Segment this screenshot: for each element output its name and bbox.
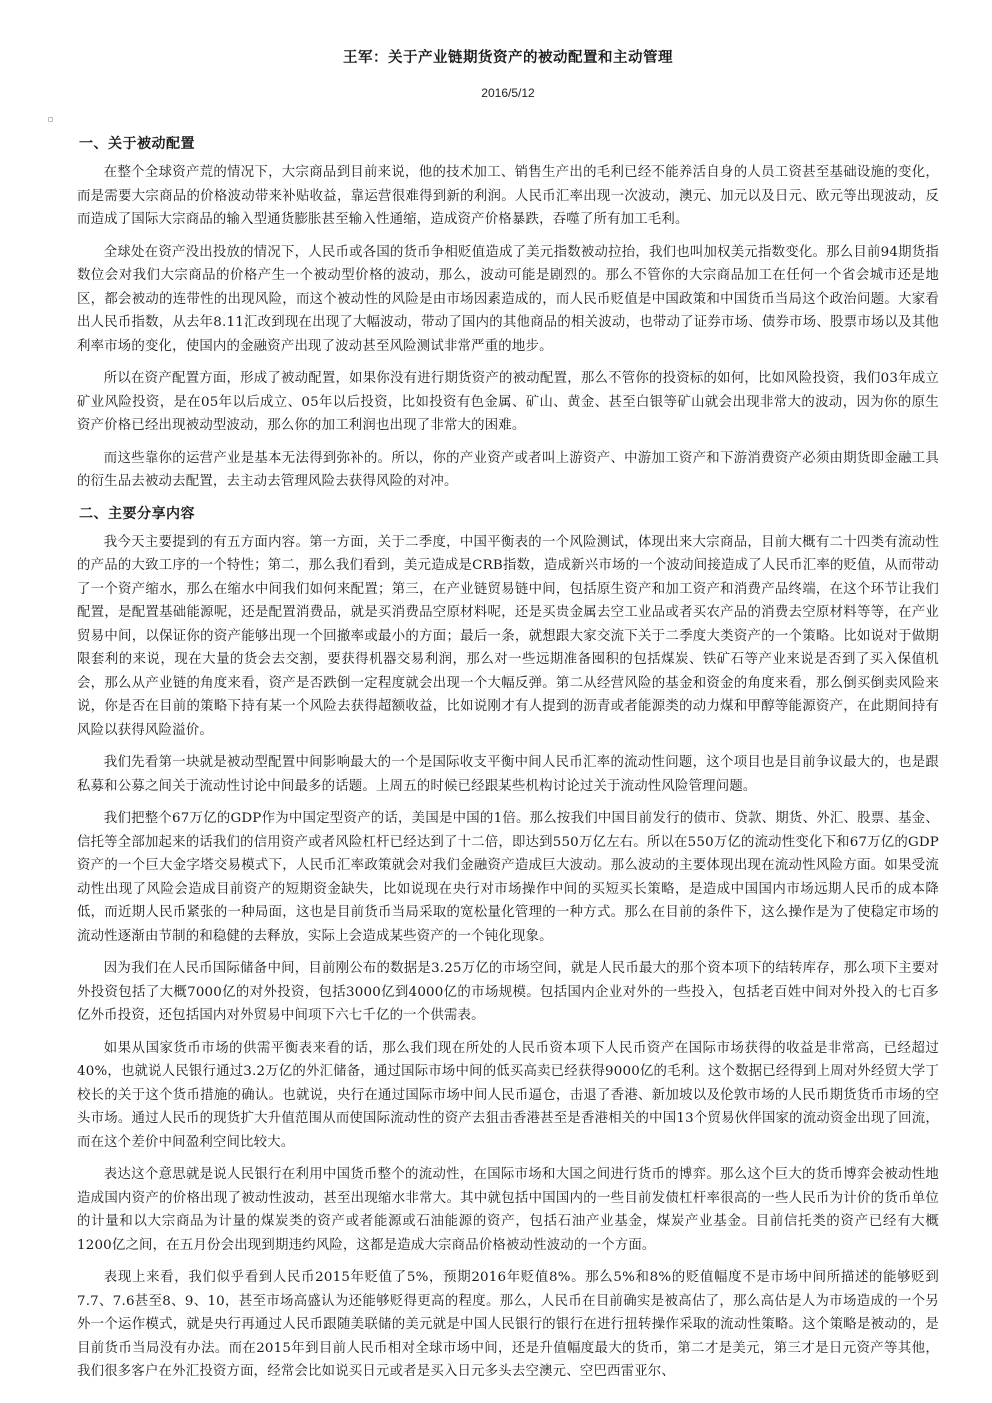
section-heading: 一、关于被动配置 [79, 136, 195, 152]
paragraph: 我们先看第一块就是被动型配置中间影响最大的一个是国际收支平衡中间人民币汇率的流动性问题，这个项目也是目前争议最大的，也是跟私募和公募之间关于流动性讨论中间最多的话题。上周五的时候已经跟某些机构讨论过关于流动性风险管理问题。 [77, 755, 939, 794]
section-heading: 二、主要分享内容 [79, 505, 195, 522]
paragraph: 而这些靠你的运营产业是基本无法得到弥补的。所以，你的产业资产或者叫上游资产、中游加工资产和下游消费资产必须由期货即金融工具的衍生品去被动去配置，去主动去管理风险去获得风险的对冲。 [77, 450, 939, 489]
paragraph: 我们把整个67万亿的GDP作为中国定型资产的话，美国是中国的1倍。那么按我们中国目前发行的债市、贷款、期货、外汇、股票、基金、信托等全部加起来的话我们的信用资产或者风险杠杆已经达到了十二倍，即达到550万亿左右。所以在550万亿的流动性变化下和67万亿的GDP资产的一个巨大金字塔交易模式下，人民币汇率政策就会对我们金融资产造成巨大波动。那么波动的主要体现出现在流动性风险方面。如果受流动性出现了风险会造成目前资产的短期资金缺失，比如说现在央行对市场操作中间的买短买长策略，是造成中国国内市场远期人民币的成本降低，而近期人民币紧张的一种局面，这也是目前货币当局采取的宽松量化管理的一种方式。那么在目前的条件下，这么操作是为了使稳定市场的流动性逐渐由节制的和稳健的去释放，实际上会造成某些资产的一个钝化现象。 [77, 811, 939, 944]
document-date: 2016/5/12 [481, 86, 535, 100]
paragraph: 在整个全球资产荒的情况下，大宗商品到目前来说，他的技术加工、销售生产出的毛利已经不能养活自身的人员工资甚至基础设施的变化，而是需要大宗商品的价格波动带来补贴收益，靠运营很难得到新的利润。人民币汇率出现一次波动，澳元、加元以及日元、欧元等出现波动，反而造成了国际大宗商品的输入型通货膨胀甚至输入性通缩，造成资产价格暴跌，吞噬了所有加工毛利。 [77, 165, 939, 227]
paragraph: 因为我们在人民币国际储备中间，目前刚公布的数据是3.25万亿的市场空间，就是人民币最大的那个资本项下的结转库存，那么项下主要对外投资包括了大概7000亿的对外投资，包括3000亿到4000亿的市场规模。包括国内企业对外的一些投入，包括老百姓中间对外投入的七百多亿外币投资，还包括国内对外贸易中间项下六七千亿的一个供需表。 [77, 961, 939, 1023]
paragraph: 表达这个意思就是说人民银行在利用中国货币整个的流动性，在国际市场和大国之间进行货币的博弈。那么这个巨大的货币博弈会被动性地造成国内资产的价格出现了被动性波动，甚至出现缩水非常大。其中就包括中国国内的一些目前发债杠杆率很高的一些人民币为计价的货币单位的计量和以大宗商品为计量的煤炭类的资产或者能源或石油能源的资产，包括石油产业基金，煤炭产业基金。目前信托类的资产已经有大概1200亿之间，在五月份会出现到期违约风险，这都是造成大宗商品价格被动性波动的一个方面。 [77, 1167, 939, 1253]
paragraph: 表现上来看，我们似乎看到人民币2015年贬值了5%，预期2016年贬值8%。那么5%和8%的贬值幅度不是市场中间所描述的能够贬到7.7、7.6甚至8、9、10，甚至市场高盛认为还能够贬得更高的程度。那么，人民币在目前确实是被高估了，那么高估是人为市场造成的一个另外一个运作模式，就是央行再通过人民币跟随美联储的美元就是中国人民银行的银行在进行扭转操作采取的流动性策略。这个策略是被动的，是目前货币当局没有办法。而在2015年到目前人民币相对全球市场中间，还是升值幅度最大的货币，第二才是美元，第三才是日元资产等其他，我们很多客户在外汇投资方面，经常会比如说买日元或者是买入日元多头去空澳元、空巴西雷亚尔、 [77, 1270, 939, 1379]
paragraph: 所以在资产配置方面，形成了被动配置，如果你没有进行期货资产的被动配置，那么不管你的投资标的如何，比如风险投资，我们03年成立矿业风险投资，是在05年以后成立、05年以后投资，比如投资有色金属、矿山、黄金、甚至白银等矿山就会出现非常大的波动，因为你的原生资产价格已经出现被动型波动，那么你的加工利润也出现了非常大的困难。 [77, 371, 939, 433]
anchor-marker [48, 117, 53, 122]
paragraph: 如果从国家货币市场的供需平衡表来看的话，那么我们现在所处的人民币资本项下人民币资产在国际市场获得的收益是非常高，已经超过40%，也就说人民银行通过3.2万亿的外汇储备，通过国际市场中间的低买高卖已经获得9000亿的毛利。这个数据已经得到上周对外经贸大学丁校长的关于这个货币措施的确认。也就说，央行在通过国际市场中间人民币逼仓，击退了香港、新加坡以及伦敦市场的人民币期货货币市场的空头市场。通过人民币的现货扩大升值范围从而使国际流动性的资产去狙击香港甚至是香港相关的中国13个贸易伙伴国家的流动资金出现了回流，而在这个差价中间盈利空间比较大。 [77, 1040, 939, 1150]
paragraph: 我今天主要提到的有五方面内容。第一方面，关于二季度，中国平衡表的一个风险测试，体现出来大宗商品，目前大概有二十四类有流动性的产品的大致工序的一个特性；第二，那么我们看到，美元造成是CRB指数，造成新兴市场的一个波动间接造成了人民币汇率的贬值，从而带动了一个资产缩水，那么在缩水中间我们如何来配置；第三，在产业链贸易链中间，包括原生资产和加工资产和消费产品终端，在这个环节让我们配置，是配置基础能源呢，还是配置消费品，就是买消费品空原材料呢，还是买贵金属去空工业品或者买农产品的消费去空原材料等等，在产业贸易中间，以保证你的资产能够出现一个回撤率或最小的方面；最后一条，就想跟大家交流下关于二季度大类资产的一个策略。比如说对于做期限套利的来说，现在大量的货会去交割，要获得机器交易利润，那么对一些远期准备囤积的包括煤炭、铁矿石等产业来说是否到了买入保值机会，那么从产业链的角度来看，资产是否跌倒一定程度就会出现一个大幅反弹。第二从经营风险的基金和资金的角度来看，那么倒买倒卖风险来说，你是否在目前的策略下持有某一个风险去获得超额收益，比如说刚才有人提到的沥青或者能源类的动力煤和甲醇等能源资产，在此期间持有风险以获得风险溢价。 [77, 534, 939, 738]
document-body [77, 133, 939, 1393]
paragraph: 全球处在资产没出投放的情况下，人民币或各国的货币争相贬值造成了美元指数被动拉抬，我们也叫加权美元指数变化。那么目前94期货指数位会对我们大宗商品的价格产生一个被动型价格的波动，那么，波动可能是剧烈的。那么不管你的大宗商品加工在任何一个省会城市还是地区，都会被动的连带性的出现风险，而这个被动性的风险是由市场因素造成的，而人民币贬值是中国政策和中国货币当局这个政治问题。大家看出人民币指数，从去年8.11汇改到现在出现了大幅波动，带动了国内的其他商品的相关波动，也带动了证券市场、债券市场、股票市场以及其他利率市场的变化，使国内的金融资产出现了波动甚至风险测试非常严重的地步。 [77, 244, 939, 354]
document-title: 王军：关于产业链期货资产的被动配置和主动管理 [343, 50, 673, 66]
